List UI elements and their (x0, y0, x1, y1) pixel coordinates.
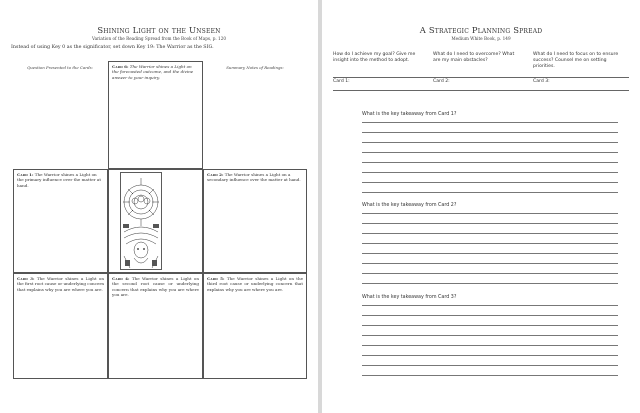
writing-line (362, 365, 618, 366)
card-1-label: Card 1: (333, 79, 350, 84)
card-2-text: The Warrior shines a Light on a secondary influence over the matter at hand. (207, 172, 301, 183)
card-4-cell (108, 273, 203, 379)
column-header-question: Question Presented to the Cards: (27, 65, 93, 70)
writing-line (362, 213, 618, 214)
page-subtitle: Variation of the Reading Spread from the Book of Maps, p. 120 (91, 36, 227, 41)
card-2-label: Card 2: (207, 172, 224, 177)
card-4-label: Card 4: (112, 276, 130, 281)
writing-line (362, 132, 618, 133)
card-3-label: Card 3: (17, 276, 35, 281)
question-2: What do I need to overcome? What are my main obstacles? (433, 52, 515, 64)
card-3-label: Card 3: (533, 79, 550, 84)
question-1: How do I achieve my goal? Give me insight into the method to adopt. (333, 52, 416, 64)
column-header-summary: Summary Notes of Readings: (226, 65, 284, 70)
writing-line (362, 172, 618, 173)
writing-line (362, 273, 618, 274)
card-row-divider (333, 90, 629, 91)
writing-line (362, 283, 618, 284)
writing-line (362, 223, 618, 224)
writing-line (362, 182, 618, 183)
takeaway-1-prompt: What is the key takeaway from Card 1? (362, 112, 457, 117)
card-6-cell (108, 61, 203, 169)
card-5-label: Card 5: (207, 276, 225, 281)
takeaway-2-prompt: What is the key takeaway from Card 2? (362, 203, 457, 208)
page-subtitle: Medium White Book, p. 149 (451, 36, 511, 41)
card-2-cell (203, 169, 307, 273)
card-3-cell (13, 273, 108, 379)
writing-line (362, 305, 618, 306)
card-1-cell (13, 169, 108, 273)
card-1-text: The Warrior shines a Light on the primary influence over the matter at hand. (17, 172, 102, 188)
writing-line (362, 263, 618, 264)
writing-line (362, 192, 618, 193)
card-3-text: The Warrior shines a Light on the first root cause or underlying concern that explains why you are where you are. (17, 276, 104, 292)
takeaway-3-prompt: What is the key takeaway from Card 3? (362, 295, 457, 300)
card-2-label: Card 2: (433, 79, 450, 84)
writing-line (362, 335, 618, 336)
writing-line (362, 162, 618, 163)
writing-line (362, 325, 618, 326)
page-title: Shining Light on the Unseen (97, 25, 221, 35)
card-1-label: Card 1: (17, 172, 34, 177)
questions-row (333, 52, 629, 78)
card-5-cell (203, 273, 307, 379)
warrior-card-image (120, 172, 162, 270)
writing-line (362, 152, 618, 153)
writing-line (362, 315, 618, 316)
intro-text: Instead of using Key 0 as the significator, set down Key 19: The Warrior as the SIG. (11, 45, 214, 50)
writing-line (362, 253, 618, 254)
writing-line (362, 142, 618, 143)
question-3: What do I need to focus on to ensure success? Counsel me on setting priorities. (533, 52, 619, 70)
writing-line (362, 243, 618, 244)
card-6-text: The Warrior shines a Light on the forecasted outcome, and the divine answer to your inquiry. (112, 64, 194, 80)
spread-grid (13, 61, 307, 379)
writing-line (362, 355, 618, 356)
writing-line (362, 233, 618, 234)
page-title: A Strategic Planning Spread (419, 25, 543, 35)
writing-line (362, 375, 618, 376)
card-6-label: Card 6: (112, 64, 129, 69)
right-page (322, 0, 640, 413)
left-page (0, 0, 318, 413)
card-5-text: The Warrior shines a Light on the third root cause or underlying concern that explains why you are where you are. (207, 276, 303, 292)
writing-line (362, 122, 618, 123)
card-4-text: The Warrior shines a Light on the second root cause or underlying concern that explains why you are where you are. (112, 276, 199, 297)
writing-line (362, 345, 618, 346)
